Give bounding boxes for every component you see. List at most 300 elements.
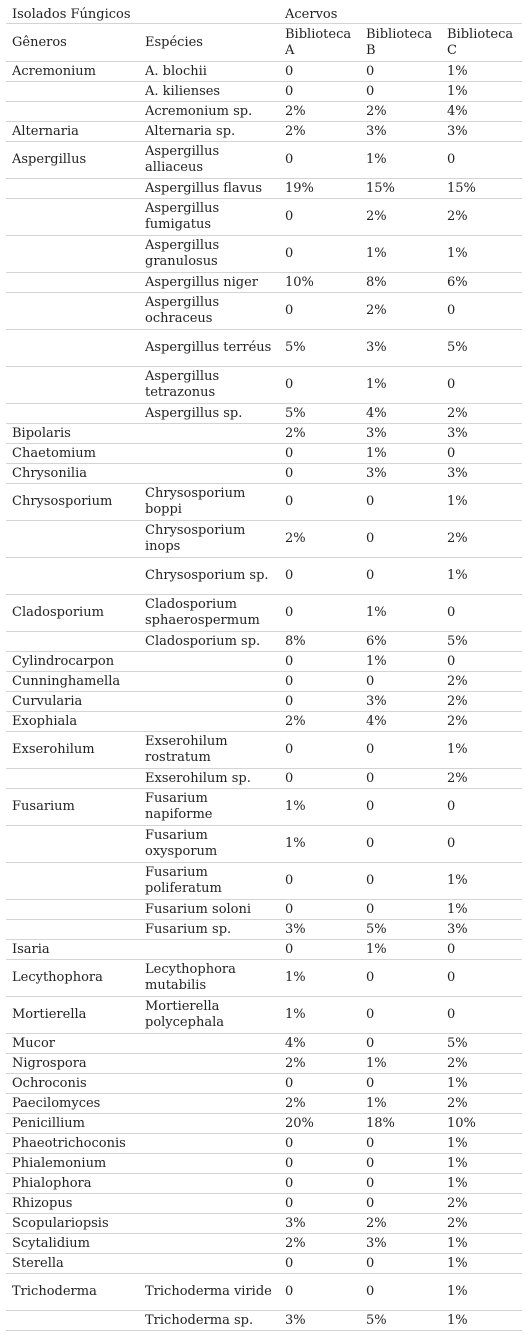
table-row — [6, 293, 522, 330]
genus-cell: Curvularia — [6, 692, 139, 712]
table-row — [6, 1114, 522, 1134]
library-b-cell: 3% — [360, 692, 441, 712]
library-c-cell: 1% — [441, 1254, 522, 1274]
library-c-cell: 3% — [441, 122, 522, 142]
library-c-cell: 0 — [441, 997, 522, 1034]
library-b-cell: 3% — [360, 424, 441, 444]
library-b-column-header: Biblioteca B — [360, 24, 441, 62]
species-cell — [139, 1054, 279, 1074]
library-a-cell: 0 — [279, 863, 360, 900]
table-row — [6, 1214, 522, 1234]
species-cell — [139, 940, 279, 960]
library-a-cell: 2% — [279, 102, 360, 122]
library-a-cell: 0 — [279, 595, 360, 632]
genus-cell: Scopulariopsis — [6, 1214, 139, 1234]
fungal-isolates-table — [6, 6, 522, 1331]
species-cell: Aspergillus flavus — [139, 179, 279, 199]
table-row — [6, 1174, 522, 1194]
genus-cell: Mortierella — [6, 997, 139, 1034]
genus-cell — [6, 330, 139, 367]
library-a-cell: 0 — [279, 199, 360, 236]
library-b-cell: 0 — [360, 1034, 441, 1054]
table-row — [6, 1054, 522, 1074]
library-a-cell: 10% — [279, 273, 360, 293]
library-c-cell: 0 — [441, 444, 522, 464]
genus-cell: Nigrospora — [6, 1054, 139, 1074]
table-row — [6, 632, 522, 652]
library-a-cell: 0 — [279, 672, 360, 692]
library-a-cell: 2% — [279, 424, 360, 444]
library-a-cell: 0 — [279, 142, 360, 179]
species-cell: Fusarium poliferatum — [139, 863, 279, 900]
genus-cell: Cylindrocarpon — [6, 652, 139, 672]
library-c-cell: 1% — [441, 558, 522, 595]
library-a-cell: 5% — [279, 330, 360, 367]
library-c-cell: 0 — [441, 940, 522, 960]
table-row — [6, 142, 522, 179]
library-b-cell: 0 — [360, 789, 441, 826]
table-row — [6, 712, 522, 732]
genus-cell: Bipolaris — [6, 424, 139, 444]
library-a-cell: 0 — [279, 558, 360, 595]
library-b-cell: 1% — [360, 444, 441, 464]
library-c-cell: 0 — [441, 826, 522, 863]
species-cell: Aspergillus niger — [139, 273, 279, 293]
species-cell: Chrysosporium boppi — [139, 484, 279, 521]
table-row — [6, 367, 522, 404]
library-b-cell: 0 — [360, 732, 441, 769]
library-a-cell: 1% — [279, 997, 360, 1034]
library-b-cell: 0 — [360, 1194, 441, 1214]
library-a-cell: 2% — [279, 122, 360, 142]
genus-cell: Rhizopus — [6, 1194, 139, 1214]
genus-cell: Chrysonilia — [6, 464, 139, 484]
library-a-cell: 2% — [279, 1094, 360, 1114]
library-c-cell: 0 — [441, 142, 522, 179]
genus-cell — [6, 769, 139, 789]
species-cell: Mortierella polycephala — [139, 997, 279, 1034]
library-a-cell: 0 — [279, 652, 360, 672]
library-a-cell: 2% — [279, 1054, 360, 1074]
library-c-cell: 5% — [441, 330, 522, 367]
header-row-columns — [6, 24, 522, 62]
genus-cell: Fusarium — [6, 789, 139, 826]
table-row — [6, 1234, 522, 1254]
genus-cell: Exserohilum — [6, 732, 139, 769]
table-row — [6, 997, 522, 1034]
species-column-header: Espécies — [139, 24, 279, 62]
library-c-cell: 2% — [441, 769, 522, 789]
genus-cell — [6, 826, 139, 863]
library-c-cell: 1% — [441, 484, 522, 521]
species-cell: Exserohilum sp. — [139, 769, 279, 789]
species-cell — [139, 1194, 279, 1214]
species-cell — [139, 1254, 279, 1274]
library-b-cell: 8% — [360, 273, 441, 293]
library-a-cell: 0 — [279, 1174, 360, 1194]
library-b-cell: 15% — [360, 179, 441, 199]
library-c-cell: 1% — [441, 1154, 522, 1174]
library-a-cell: 0 — [279, 1194, 360, 1214]
library-b-cell: 3% — [360, 330, 441, 367]
species-cell: Trichoderma viride — [139, 1274, 279, 1311]
library-a-cell: 0 — [279, 692, 360, 712]
library-a-cell: 0 — [279, 82, 360, 102]
library-c-cell: 3% — [441, 464, 522, 484]
species-cell — [139, 1114, 279, 1134]
genus-cell: Aspergillus — [6, 142, 139, 179]
library-b-cell: 1% — [360, 1094, 441, 1114]
library-b-cell: 0 — [360, 1154, 441, 1174]
genus-cell: Chaetomium — [6, 444, 139, 464]
library-c-cell: 2% — [441, 692, 522, 712]
table-row — [6, 1154, 522, 1174]
library-b-cell: 0 — [360, 62, 441, 82]
table-row — [6, 1254, 522, 1274]
library-b-cell: 2% — [360, 1214, 441, 1234]
library-a-column-header: Biblioteca A — [279, 24, 360, 62]
species-cell — [139, 1134, 279, 1154]
species-cell: Aspergillus ochraceus — [139, 293, 279, 330]
library-b-cell: 0 — [360, 672, 441, 692]
library-b-cell: 0 — [360, 521, 441, 558]
library-c-cell: 0 — [441, 960, 522, 997]
species-cell — [139, 1234, 279, 1254]
genus-cell — [6, 293, 139, 330]
genus-cell: Phialophora — [6, 1174, 139, 1194]
species-cell — [139, 1074, 279, 1094]
species-cell: Aspergillus alliaceus — [139, 142, 279, 179]
species-cell — [139, 424, 279, 444]
library-c-cell: 0 — [441, 293, 522, 330]
table-row — [6, 1311, 522, 1331]
library-a-cell: 2% — [279, 521, 360, 558]
species-cell: Alternaria sp. — [139, 122, 279, 142]
table-row — [6, 900, 522, 920]
genus-cell: Ochroconis — [6, 1074, 139, 1094]
library-c-cell: 1% — [441, 900, 522, 920]
genus-cell: Acremonium — [6, 62, 139, 82]
genus-cell: Cladosporium — [6, 595, 139, 632]
library-c-cell: 5% — [441, 1034, 522, 1054]
table-row — [6, 424, 522, 444]
library-b-cell: 0 — [360, 863, 441, 900]
library-c-cell: 1% — [441, 863, 522, 900]
table-row — [6, 199, 522, 236]
library-a-cell: 4% — [279, 1034, 360, 1054]
library-b-cell: 18% — [360, 1114, 441, 1134]
library-c-cell: 2% — [441, 712, 522, 732]
genus-cell: Exophiala — [6, 712, 139, 732]
library-b-cell: 2% — [360, 293, 441, 330]
library-b-cell: 0 — [360, 769, 441, 789]
species-cell: Lecythophora mutabilis — [139, 960, 279, 997]
species-cell — [139, 672, 279, 692]
library-c-cell: 0 — [441, 595, 522, 632]
genus-cell: Penicillium — [6, 1114, 139, 1134]
table-row — [6, 732, 522, 769]
library-a-cell: 0 — [279, 1134, 360, 1154]
species-cell: Cladosporium sp. — [139, 632, 279, 652]
library-c-cell: 1% — [441, 1234, 522, 1254]
library-c-cell: 1% — [441, 62, 522, 82]
species-cell — [139, 1034, 279, 1054]
library-a-cell: 0 — [279, 900, 360, 920]
table-row — [6, 1194, 522, 1214]
library-c-cell: 1% — [441, 236, 522, 273]
species-cell: Chrysosporium inops — [139, 521, 279, 558]
table-row — [6, 789, 522, 826]
genus-cell — [6, 558, 139, 595]
table-row — [6, 1274, 522, 1311]
genus-cell — [6, 521, 139, 558]
library-c-column-header: Biblioteca C — [441, 24, 522, 62]
group-header: Isolados Fúngicos — [6, 6, 279, 24]
table-row — [6, 273, 522, 293]
genus-cell: Paecilomyces — [6, 1094, 139, 1114]
library-c-cell: 10% — [441, 1114, 522, 1134]
species-cell — [139, 1154, 279, 1174]
table-row — [6, 960, 522, 997]
library-b-cell: 3% — [360, 122, 441, 142]
library-a-cell: 0 — [279, 444, 360, 464]
library-b-cell: 1% — [360, 236, 441, 273]
genus-cell — [6, 367, 139, 404]
species-cell — [139, 692, 279, 712]
genus-cell — [6, 863, 139, 900]
library-b-cell: 0 — [360, 960, 441, 997]
library-c-cell: 0 — [441, 652, 522, 672]
genus-cell: Mucor — [6, 1034, 139, 1054]
library-c-cell: 1% — [441, 1311, 522, 1331]
library-a-cell: 0 — [279, 236, 360, 273]
library-a-cell: 0 — [279, 62, 360, 82]
library-a-cell: 0 — [279, 732, 360, 769]
library-b-cell: 4% — [360, 712, 441, 732]
library-c-cell: 2% — [441, 199, 522, 236]
table-row — [6, 1074, 522, 1094]
library-b-cell: 2% — [360, 102, 441, 122]
library-a-cell: 0 — [279, 464, 360, 484]
library-c-cell: 0 — [441, 367, 522, 404]
library-a-cell: 3% — [279, 1214, 360, 1234]
genus-cell — [6, 920, 139, 940]
table-row — [6, 82, 522, 102]
library-b-cell: 1% — [360, 652, 441, 672]
species-cell — [139, 1174, 279, 1194]
library-b-cell: 3% — [360, 464, 441, 484]
species-cell: Fusarium napiforme — [139, 789, 279, 826]
library-a-cell: 0 — [279, 940, 360, 960]
library-c-cell: 2% — [441, 521, 522, 558]
library-b-cell: 1% — [360, 142, 441, 179]
library-c-cell: 15% — [441, 179, 522, 199]
library-c-cell: 2% — [441, 1054, 522, 1074]
library-b-cell: 1% — [360, 1054, 441, 1074]
table-row — [6, 863, 522, 900]
genus-cell: Sterella — [6, 1254, 139, 1274]
library-c-cell: 1% — [441, 1274, 522, 1311]
species-cell: Fusarium sp. — [139, 920, 279, 940]
library-c-cell: 2% — [441, 672, 522, 692]
library-a-cell: 20% — [279, 1114, 360, 1134]
library-a-cell: 19% — [279, 179, 360, 199]
library-c-cell: 0 — [441, 789, 522, 826]
library-a-cell: 0 — [279, 484, 360, 521]
library-b-cell: 0 — [360, 997, 441, 1034]
library-b-cell: 1% — [360, 940, 441, 960]
species-cell: A. kilienses — [139, 82, 279, 102]
table-row — [6, 444, 522, 464]
library-b-cell: 5% — [360, 920, 441, 940]
library-b-cell: 0 — [360, 1174, 441, 1194]
genus-cell — [6, 273, 139, 293]
genus-cell: Lecythophora — [6, 960, 139, 997]
library-c-cell: 1% — [441, 1074, 522, 1094]
genus-cell — [6, 632, 139, 652]
genus-cell: Trichoderma — [6, 1274, 139, 1311]
library-c-cell: 4% — [441, 102, 522, 122]
collections-header: Acervos — [279, 6, 522, 24]
library-a-cell: 0 — [279, 1074, 360, 1094]
genus-cell: Scytalidium — [6, 1234, 139, 1254]
library-a-cell: 5% — [279, 404, 360, 424]
library-c-cell: 1% — [441, 82, 522, 102]
species-cell: Cladosporium sphaerospermum — [139, 595, 279, 632]
library-a-cell: 1% — [279, 826, 360, 863]
table-row — [6, 826, 522, 863]
species-cell: Exserohilum rostratum — [139, 732, 279, 769]
library-b-cell: 0 — [360, 1274, 441, 1311]
table-row — [6, 236, 522, 273]
species-cell — [139, 1094, 279, 1114]
library-a-cell: 1% — [279, 960, 360, 997]
table-row — [6, 692, 522, 712]
table-row — [6, 595, 522, 632]
genus-cell: Chrysosporium — [6, 484, 139, 521]
library-a-cell: 0 — [279, 769, 360, 789]
library-b-cell: 0 — [360, 900, 441, 920]
library-a-cell: 0 — [279, 367, 360, 404]
table-row — [6, 404, 522, 424]
table-row — [6, 464, 522, 484]
species-cell — [139, 712, 279, 732]
library-a-cell: 0 — [279, 1274, 360, 1311]
header-row-top — [6, 6, 522, 24]
genus-cell — [6, 1311, 139, 1331]
table-row — [6, 652, 522, 672]
table-row — [6, 558, 522, 595]
library-c-cell: 1% — [441, 1134, 522, 1154]
table-row — [6, 769, 522, 789]
table-row — [6, 940, 522, 960]
genus-cell — [6, 236, 139, 273]
species-cell: Aspergillus sp. — [139, 404, 279, 424]
library-b-cell: 0 — [360, 558, 441, 595]
library-a-cell: 3% — [279, 1311, 360, 1331]
table-row — [6, 102, 522, 122]
genus-cell — [6, 179, 139, 199]
table-row — [6, 179, 522, 199]
library-c-cell: 3% — [441, 920, 522, 940]
table-row — [6, 672, 522, 692]
library-a-cell: 3% — [279, 920, 360, 940]
species-cell — [139, 1214, 279, 1234]
library-b-cell: 4% — [360, 404, 441, 424]
library-b-cell: 0 — [360, 82, 441, 102]
genus-cell: Alternaria — [6, 122, 139, 142]
library-b-cell: 1% — [360, 595, 441, 632]
library-a-cell: 2% — [279, 712, 360, 732]
library-c-cell: 6% — [441, 273, 522, 293]
species-cell: Aspergillus granulosus — [139, 236, 279, 273]
species-cell: Trichoderma sp. — [139, 1311, 279, 1331]
library-a-cell: 8% — [279, 632, 360, 652]
library-b-cell: 5% — [360, 1311, 441, 1331]
library-a-cell: 0 — [279, 1154, 360, 1174]
table-row — [6, 62, 522, 82]
genus-cell: Cunninghamella — [6, 672, 139, 692]
genus-cell — [6, 900, 139, 920]
table-row — [6, 1134, 522, 1154]
genus-cell — [6, 82, 139, 102]
library-c-cell: 5% — [441, 632, 522, 652]
species-cell: Aspergillus terréus — [139, 330, 279, 367]
library-c-cell: 2% — [441, 404, 522, 424]
genus-cell — [6, 102, 139, 122]
library-b-cell: 2% — [360, 199, 441, 236]
library-b-cell: 0 — [360, 1074, 441, 1094]
library-c-cell: 1% — [441, 732, 522, 769]
table-row — [6, 920, 522, 940]
library-a-cell: 0 — [279, 1254, 360, 1274]
genus-cell — [6, 404, 139, 424]
genus-cell: Phaeotrichoconis — [6, 1134, 139, 1154]
species-cell — [139, 464, 279, 484]
table-row — [6, 1034, 522, 1054]
species-cell: Fusarium oxysporum — [139, 826, 279, 863]
genus-cell: Isaria — [6, 940, 139, 960]
species-cell: Aspergillus fumigatus — [139, 199, 279, 236]
library-a-cell: 1% — [279, 789, 360, 826]
species-cell — [139, 652, 279, 672]
species-cell — [139, 444, 279, 464]
table-row — [6, 122, 522, 142]
library-a-cell: 2% — [279, 1234, 360, 1254]
library-b-cell: 0 — [360, 1134, 441, 1154]
library-b-cell: 1% — [360, 367, 441, 404]
species-cell: A. blochii — [139, 62, 279, 82]
library-b-cell: 0 — [360, 484, 441, 521]
species-cell: Aspergillus tetrazonus — [139, 367, 279, 404]
genus-column-header: Gêneros — [6, 24, 139, 62]
species-cell: Acremonium sp. — [139, 102, 279, 122]
genus-cell: Phialemonium — [6, 1154, 139, 1174]
library-b-cell: 6% — [360, 632, 441, 652]
table-row — [6, 1094, 522, 1114]
library-a-cell: 0 — [279, 293, 360, 330]
library-c-cell: 3% — [441, 424, 522, 444]
library-c-cell: 2% — [441, 1214, 522, 1234]
species-cell: Fusarium soloni — [139, 900, 279, 920]
genus-cell — [6, 199, 139, 236]
library-b-cell: 3% — [360, 1234, 441, 1254]
library-b-cell: 0 — [360, 1254, 441, 1274]
species-cell: Chrysosporium sp. — [139, 558, 279, 595]
library-c-cell: 2% — [441, 1194, 522, 1214]
library-b-cell: 0 — [360, 826, 441, 863]
table-row — [6, 330, 522, 367]
